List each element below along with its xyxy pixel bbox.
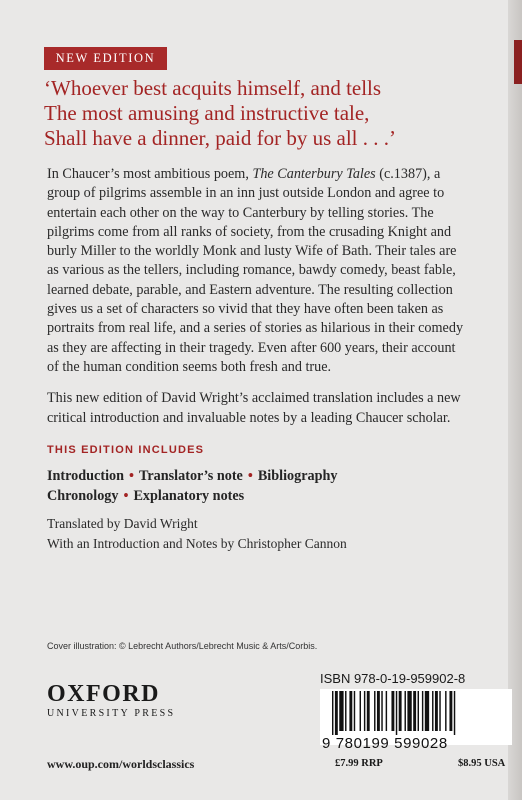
logo-line-1: OXFORD xyxy=(47,681,160,707)
edition-includes-heading: THIS EDITION INCLUDES xyxy=(47,444,205,456)
barcode-bar xyxy=(407,691,411,731)
description-line: gives us a set of characters so vivid that they have often been taken as xyxy=(47,301,444,318)
description-line: as they are affecting in their tragedy. Even after 600 years, their account xyxy=(47,339,456,356)
includes-row-1 xyxy=(47,466,487,486)
description-line: This new edition of David Wright’s acclaimed translation includes a new xyxy=(47,390,461,407)
publisher-url: www.oup.com/worldsclassics xyxy=(47,757,195,771)
description-line: pilgrims come from all ranks of society, from the crusading Knight and xyxy=(47,223,452,240)
barcode-bar xyxy=(418,691,419,731)
description-paragraph-1 xyxy=(47,165,492,377)
barcode-bar xyxy=(386,691,387,731)
price-uk: £7.99 RRP xyxy=(335,758,383,769)
editor-credit: With an Introduction and Notes by Christopher Cannon xyxy=(47,535,347,551)
quote-line: ‘Whoever best acquits himself, and tells xyxy=(44,76,382,100)
barcode-bar xyxy=(335,691,338,735)
include-item: Translator’s note xyxy=(138,468,243,484)
quote-line: Shall have a dinner, paid for by us all . . .’ xyxy=(44,126,396,150)
barcode-bar xyxy=(405,691,406,731)
bullet-icon: • xyxy=(247,468,253,484)
barcode-bar xyxy=(425,691,429,731)
description-line: burly Miller to the worldly Monk and lusty Wife of Bath. Their tales are xyxy=(47,243,457,260)
book-title: The Canterbury Tales xyxy=(252,166,376,182)
book-spine-edge xyxy=(508,0,522,800)
price-us: $8.95 USA xyxy=(458,758,506,769)
description-line: In Chaucer’s most ambitious poem, The Canterbury Tales (c.1387), a xyxy=(47,166,441,182)
barcode-bar xyxy=(354,691,355,731)
description-line: of the human condition seems both fresh and true. xyxy=(47,358,332,375)
bullet-icon: • xyxy=(123,488,129,504)
barcode-bar xyxy=(364,691,365,731)
includes-row-2 xyxy=(47,486,487,506)
new-edition-badge: NEW EDITION xyxy=(44,47,167,70)
include-item: Bibliography xyxy=(257,468,338,484)
pull-quote xyxy=(44,76,504,151)
include-item: Introduction xyxy=(47,468,124,484)
barcode-bar xyxy=(377,691,380,731)
cover-illustration-credit: Cover illustration: © Lebrecht Authors/Lebrecht Music & Arts/Corbis. xyxy=(47,641,318,651)
barcode-bar xyxy=(422,691,423,731)
translator-credit: Translated by David Wright xyxy=(47,516,198,531)
barcode-bar xyxy=(374,691,375,731)
bullet-icon: • xyxy=(129,468,134,484)
credits xyxy=(47,514,487,553)
barcode-bar xyxy=(435,691,438,731)
include-item: Explanatory notes xyxy=(133,488,245,504)
isbn-label: ISBN 978-0-19-959902-8 xyxy=(320,671,466,686)
barcode-bar xyxy=(399,691,402,731)
barcode-bar xyxy=(339,691,343,731)
description-line: learned debate, parable, and Eastern adventure. The resulting collection xyxy=(47,281,453,298)
barcode-bar xyxy=(360,691,361,731)
quote-line: The most amusing and instructive tale, xyxy=(44,101,370,125)
edition-includes-list xyxy=(47,466,487,506)
barcode-bar xyxy=(349,691,352,731)
barcode-digits: 9 780199 599028 xyxy=(322,735,448,752)
logo-line-2: UNIVERSITY PRESS xyxy=(47,708,176,719)
barcode-bar xyxy=(439,691,440,731)
barcode-bar xyxy=(396,691,397,735)
oxford-university-press-logo xyxy=(47,682,175,719)
description-line: portraits from real life, and a series of stories as hilarious in their comedy xyxy=(47,320,464,337)
barcode-bar xyxy=(449,691,452,731)
barcode-bar xyxy=(413,691,416,731)
barcode-bar xyxy=(454,691,455,735)
description-line: entertain each other on the way to Canterbury by telling stories. The xyxy=(47,204,434,221)
description-line: critical introduction and invaluable notes by a leading Chaucer scholar. xyxy=(47,409,451,426)
description-paragraph-2 xyxy=(47,389,492,428)
description xyxy=(47,165,492,440)
barcode-bar xyxy=(445,691,446,731)
barcode-bar xyxy=(332,691,333,735)
spine-color-tab xyxy=(514,40,522,84)
description-line: group of pilgrims assemble in an inn just outside London and agree to xyxy=(47,185,445,202)
description-line: as various as the tellers, including romance, bawdy comedy, beast fable, xyxy=(47,262,456,279)
barcode-bar xyxy=(391,691,394,731)
barcode-bar xyxy=(345,691,346,731)
barcode-bar xyxy=(367,691,370,731)
barcode-bar xyxy=(432,691,433,731)
barcode-bar xyxy=(381,691,382,731)
include-item: Chronology xyxy=(47,488,119,504)
